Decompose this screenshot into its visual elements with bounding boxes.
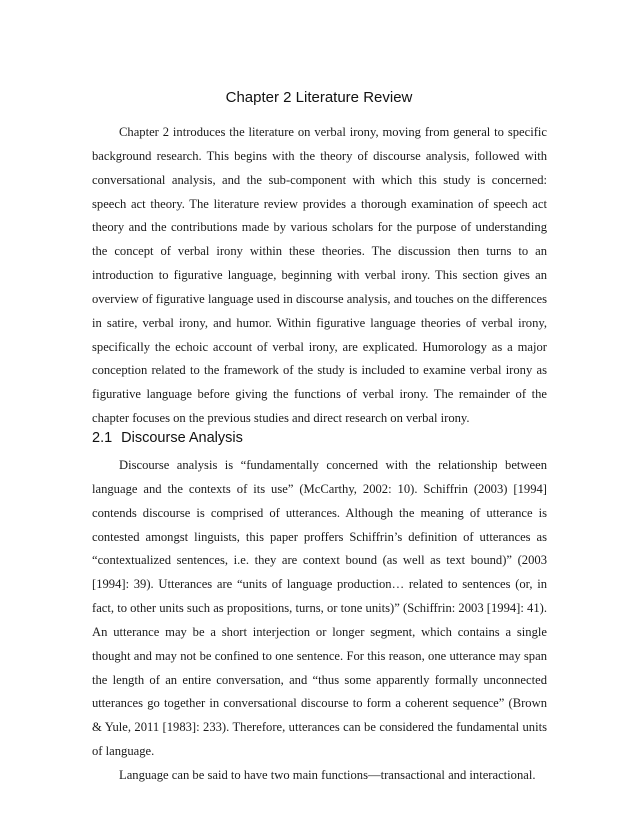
intro-paragraph: Chapter 2 introduces the literature on verbal irony, moving from general to specific background research. This begins with the theory of discourse analysis, followed with conversational analysis, and the sub-component with which this study is concerned: speech act theory. The literature review provides a thorough examination of speech act theory and the contributions made by various scholars for the purpose of understanding the concept of verbal irony within these theories. The discussion then turns to an introduction to figurative language, beginning with verbal irony. This section gives an overview of figurative language used in discourse analysis, and touches on the differences in satire, verbal irony, and humor. Within figurative language theories of verbal irony, specifically the echoic account of verbal irony, are explicated. Humorology as a major conception related to the framework of the study is included to examine verbal irony as figurative language before giving the functions of verbal irony. The remainder of the chapter focuses on the previous studies and direct research on verbal irony. — [92, 125, 547, 426]
body-paragraph: Discourse analysis is “fundamentally concerned with the relationship between language and the contexts of its use” (McCarthy, 2002: 10). Schiffrin (2003) [1994] contends discourse is comprised of utterances. Although the meaning of utterance is contested amongst linguists, this paper proffers Schiffrin’s definition of utterances as “contextualized sentences, i.e. they are context bound (as well as text bound)” (2003 [1994]: 39). Utterances are “units of language production… related to sentences (or, in fact, to other units such as propositions, turns, or tone units)” (Schiffrin: 2003 [1994]: 41). An utterance may be a short interjection or longer segment, which contains a single thought and may not be confined to one sentence. For this reason, one utterance may span the length of an entire conversation, and “thus some apparently formally unconnected utterances go together in conversational discourse to form a coherent sequence” (Brown & Yule, 2011 [1983]: 233). Therefore, utterances can be considered the fundamental units of language. — [92, 458, 547, 759]
body-paragraph: Language can be said to have two main functions—transactional and interactional. — [119, 767, 536, 782]
intro-section — [92, 121, 547, 431]
section-title: Discourse Analysis — [121, 430, 243, 446]
chapter-title: Chapter 2 Literature Review — [225, 89, 413, 106]
section-body — [92, 454, 547, 788]
section-number: 2.1 — [92, 430, 113, 446]
section-heading — [92, 428, 243, 448]
